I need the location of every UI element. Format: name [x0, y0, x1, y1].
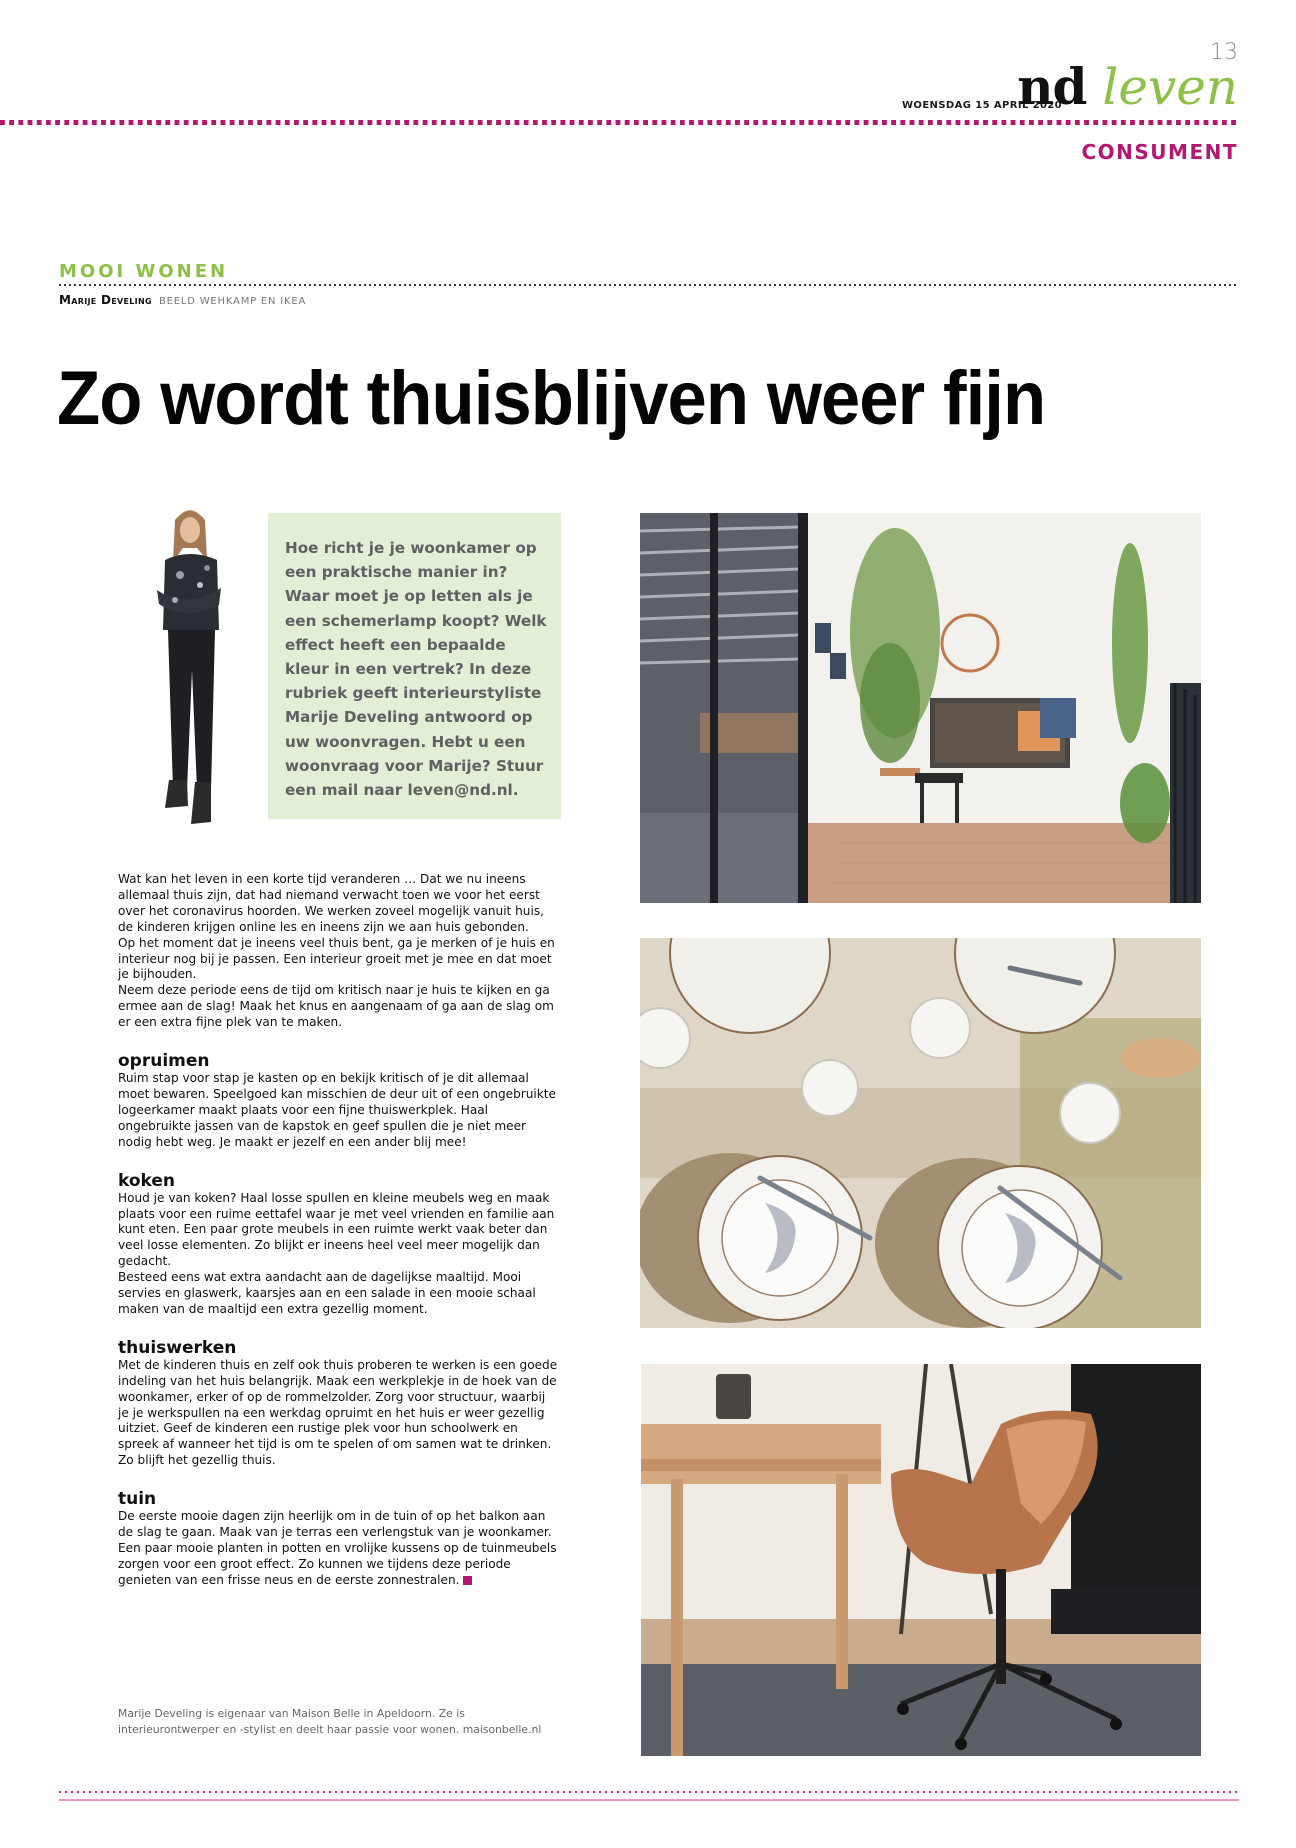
section-paragraph: Houd je van koken? Haal losse spullen en kleine meubels weg en maak plaats voor een ruime eettafel waar je met veel vrienden en familie aan kunt eten. Een paar grote meubels in een ruimte werkt vaak beter dan veel losse elementen. Zo blijkt er ineens heel veel meer mogelijk dan gedacht.: [118, 1190, 555, 1269]
end-mark-icon: [463, 1576, 472, 1585]
kicker-dotted-rule: [59, 284, 1239, 286]
subheading-opruimen: opruimen: [118, 1051, 210, 1072]
lead-paragraph: Op het moment dat je ineens veel thuis bent, ga je merken of je huis en interieur nog bij je passen. Een interieur groeit met je mee en dat moet je bijhouden.: [118, 935, 555, 982]
header-dotted-rule: [0, 120, 1238, 125]
author-bio: Marije Develing is eigenaar van Maison Belle in Apeldoorn. Ze is interieurontwerper en -stylist en deelt haar passie voor wonen. maisonbelle.nl: [118, 1707, 542, 1736]
brand-nd: nd: [1017, 57, 1087, 116]
section-paragraph-last: [118, 1509, 558, 1589]
section-paragraph: Met de kinderen thuis en zelf ook thuis proberen te werken is een goede indeling van het huis belangrijk. Maak een werkplekje in de hoek van de woonkamer, erker of op de rommelzolder. Zorg voor structuur, waarbij je je werkspullen na een werkdag opruimt en het huis er weer gezellig uitziet. Geef de kinderen een rustige plek voor hun schoolwerk en spreek af wanneer het tijd is om te spelen of om samen wat te drinken. Zo blijft het gezellig thuis.: [118, 1357, 558, 1468]
article-body: [118, 872, 558, 1589]
section-paragraph-text: De eerste mooie dagen zijn heerlijk om in de tuin of op het balkon aan de slag te gaan. Maak van je terras een verlengstuk van je woonkamer. Een paar mooie planten in potten en vrolijke kussens op de tuinmeubels zorgen voor een groot effect. Zo kunnen we tijdens deze periode genieten van een frisse neus en de eerste zonnestralen.: [118, 1509, 557, 1587]
page-number: 13: [1210, 40, 1238, 65]
subheading-tuin: tuin: [118, 1489, 157, 1510]
byline: [59, 293, 306, 307]
subheading-thuiswerken: thuiswerken: [118, 1337, 237, 1358]
subheading-koken: koken: [118, 1170, 176, 1191]
lead-paragraph: Wat kan het leven in een korte tijd veranderen … Dat we nu ineens allemaal thuis zijn, dat had niemand verwacht toen we voor het eerst over het coronavirus hoorden. We werken zoveel mogelijk vanuit huis, de kinderen krijgen online les en ineens zijn we aan huis gebonden.: [118, 872, 544, 934]
kicker: MOOI WONEN: [59, 261, 229, 282]
portrait-figure-icon: [135, 500, 260, 830]
byline-credit: BEELD WEHKAMP EN IKEA: [159, 296, 307, 307]
lead-paragraph: Neem deze periode eens de tijd om kritisch naar je huis te kijken en ga ermee aan de slag! Maak het knus en aangenaam of ga aan de slag om er een extra fijne plek van te maken.: [118, 983, 554, 1030]
brand-logo: [1017, 57, 1238, 116]
byline-author: Marije Develing: [59, 293, 152, 307]
section-paragraph: Ruim stap voor stap je kasten op en bekijk kritisch of je dit allemaal moet bewaren. Speelgoed kan misschien de deur uit of een ongebruikte logeerkamer maakt plaats voor een fijne thuiswerkplek. Haal ongebruikte jassen van de kapstok en geef spullen die je niet meer nodig hebt weg. Je maakt er jezelf en een ander blij mee!: [118, 1071, 556, 1149]
balcony-photo: [640, 513, 1201, 903]
table-setting-photo: [640, 938, 1201, 1328]
footer-rule: [59, 1799, 1239, 1801]
issue-date: WOENSDAG 15 APRIL 2020: [902, 100, 1063, 111]
section-paragraph: Besteed eens wat extra aandacht aan de dagelijkse maaltijd. Mooi servies en glaswerk, kaarsjes aan en een salade in een mooie schaal maken van de maaltijd een extra gezellig moment.: [118, 1270, 536, 1316]
brand-leven: leven: [1102, 58, 1238, 116]
headline: Zo wordt thuisblijven weer fijn: [57, 356, 1046, 441]
intro-text: Hoe richt je je woonkamer op een praktische manier in? Waar moet je op letten als je een schemerlamp koopt? Welk effect heeft een bepaalde kleur in een vertrek? In deze rubriek geeft interieurstyliste Marije Develing antwoord op uw woonvragen. Hebt u een woonvraag voor Marije? Stuur een mail naar leven@nd.nl.: [285, 539, 547, 800]
footer-dotted-rule: [59, 1791, 1239, 1793]
portrait-photo: [135, 500, 260, 830]
intro-box: [268, 513, 561, 819]
section-label: CONSUMENT: [1081, 140, 1238, 164]
desk-chair-photo: [641, 1364, 1201, 1756]
